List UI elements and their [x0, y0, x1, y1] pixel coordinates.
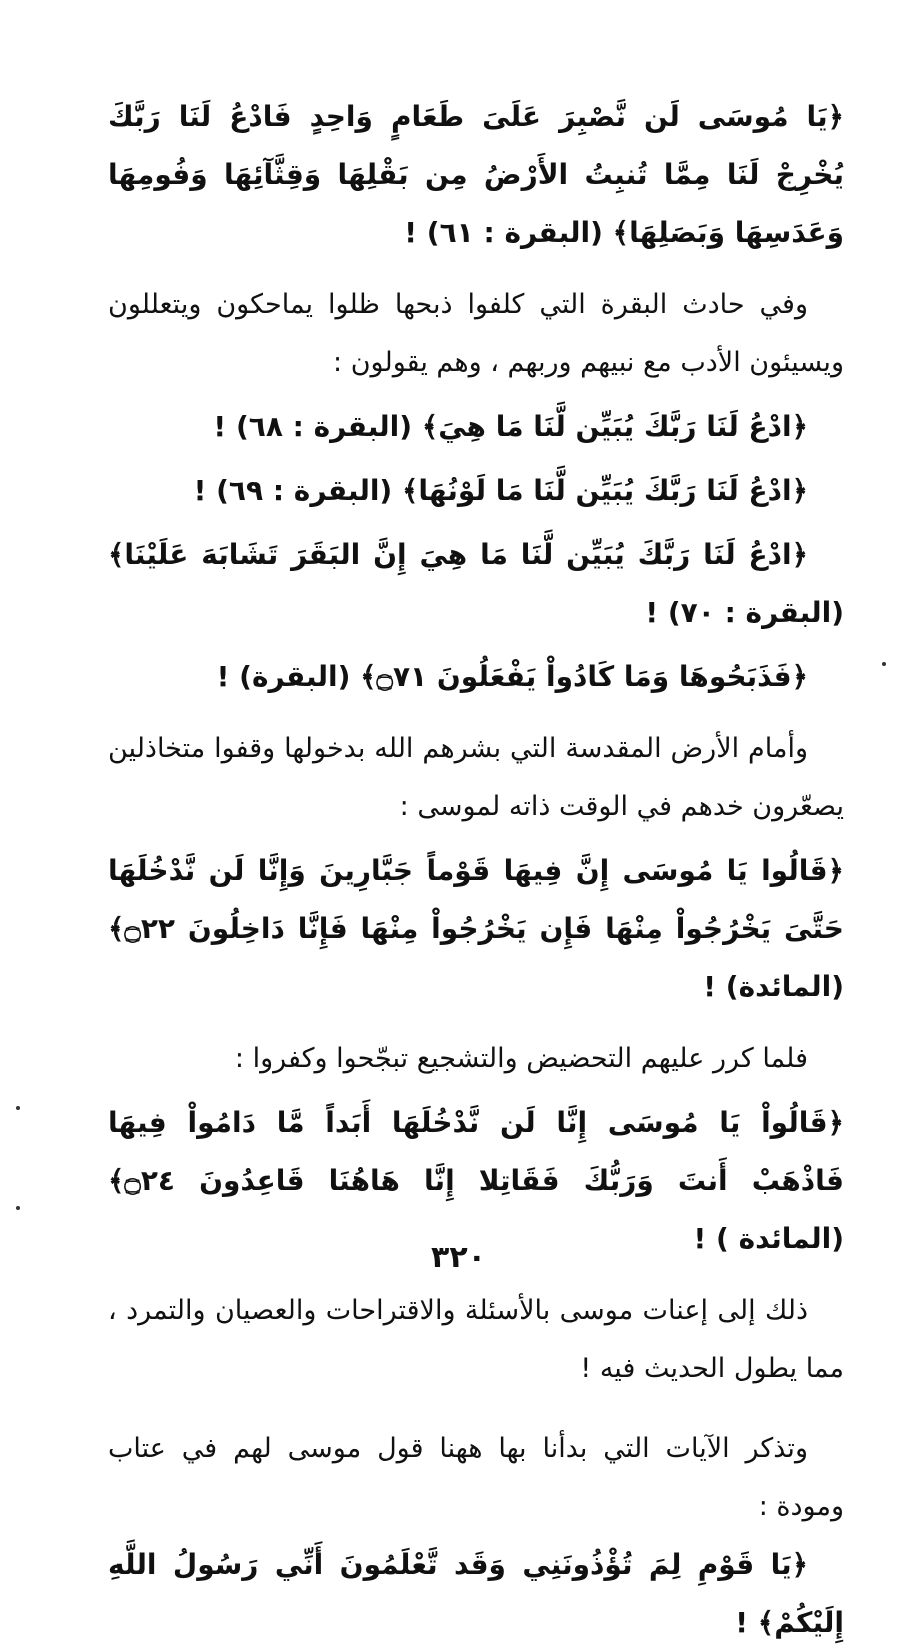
margin-dot-mark: [882, 662, 886, 666]
quran-verse-baqarah-71: ﴿فَذَبَحُوهَا وَمَا كَادُواْ يَفْعَلُونَ ۝٧١﴾ (البقرة) !: [216, 660, 808, 693]
quran-verse-saff-5: ﴿يَا قَوْمِ لِمَ تُؤْذُونَنِي وَقَد تَّعْلَمُونَ أَنِّي رَسُولُ اللَّهِ إِلَيْكُمْ﴾ !: [108, 1548, 844, 1639]
prose-paragraph-cow-incident: وفي حادث البقرة التي كلفوا ذبحها ظلوا يماحكون ويتعللون ويسيئون الأدب مع نبيهم وربهم ، وهم يقولون :: [108, 289, 844, 378]
prose-paragraph-encouragement: فلما كرر عليهم التحضيض والتشجيع تبجّحوا وكفروا :: [234, 1043, 808, 1074]
margin-dot-mark: [16, 1206, 20, 1210]
quran-verse-baqarah-69: ﴿ادْعُ لَنَا رَبَّكَ يُبَيِّن لَّنَا مَا لَوْنُهَا﴾ (البقرة : ٦٩) !: [193, 474, 808, 507]
quran-verse-maidah-22: ﴿قَالُوا يَا مُوسَى إِنَّ فِيهَا قَوْماً جَبَّارِينَ وَإِنَّا لَن نَّدْخُلَهَا حَتَّىَ يَخْرُجُواْ مِنْهَا فَإِن يَخْرُجُواْ مِنْهَا فَإِنَّا دَاخِلُونَ ۝٢٢﴾ (المائدة) !: [108, 854, 844, 1003]
quran-verse-maidah-24: ﴿قَالُواْ يَا مُوسَى إِنَّا لَن نَّدْخُلَهَا أَبَداً مَّا دَامُواْ فِيهَا فَاذْهَبْ أَنتَ وَرَبُّكَ فَقَاتِلا إِنَّا هَاهُنَا قَاعِدُونَ ۝٢٤﴾ (المائدة ) !: [108, 1106, 844, 1255]
page-number: ٣٢٠: [431, 1240, 486, 1275]
prose-paragraph-holy-land: وأمام الأرض المقدسة التي بشرهم الله بدخولها وقفوا متخاذلين يصعّرون خدهم في الوقت ذاته لموسى :: [108, 733, 844, 822]
quran-verse-baqarah-61: ﴿يَا مُوسَى لَن نَّصْبِرَ عَلَىَ طَعَامٍ وَاحِدٍ فَادْعُ لَنَا رَبَّكَ يُخْرِجْ لَنَا مِمَّا تُنبِتُ الأَرْضُ مِن بَقْلِهَا وَقِثَّآئِهَا وَفُومِهَا وَعَدَسِهَا وَبَصَلِهَا﴾ (البقرة : ٦١) !: [108, 100, 844, 249]
prose-paragraph-harassment: ذلك إلى إعنات موسى بالأسئلة والاقتراحات والعصيان والتمرد ، مما يطول الحديث فيه !: [108, 1295, 844, 1384]
quran-verse-baqarah-70: ﴿ادْعُ لَنَا رَبَّكَ يُبَيِّن لَّنَا مَا هِيَ إِنَّ البَقَرَ تَشَابَهَ عَلَيْنَا﴾ (البقرة : ٧٠) !: [108, 538, 844, 629]
quran-verse-baqarah-68: ﴿ادْعُ لَنَا رَبَّكَ يُبَيِّن لَّنَا مَا هِيَ﴾ (البقرة : ٦٨) !: [213, 410, 808, 443]
prose-paragraph-verses-remind: وتذكر الآيات التي بدأنا بها ههنا قول موسى لهم في عتاب ومودة :: [108, 1433, 844, 1522]
margin-dot-mark: [16, 1106, 20, 1110]
page-body: [108, 88, 844, 1652]
